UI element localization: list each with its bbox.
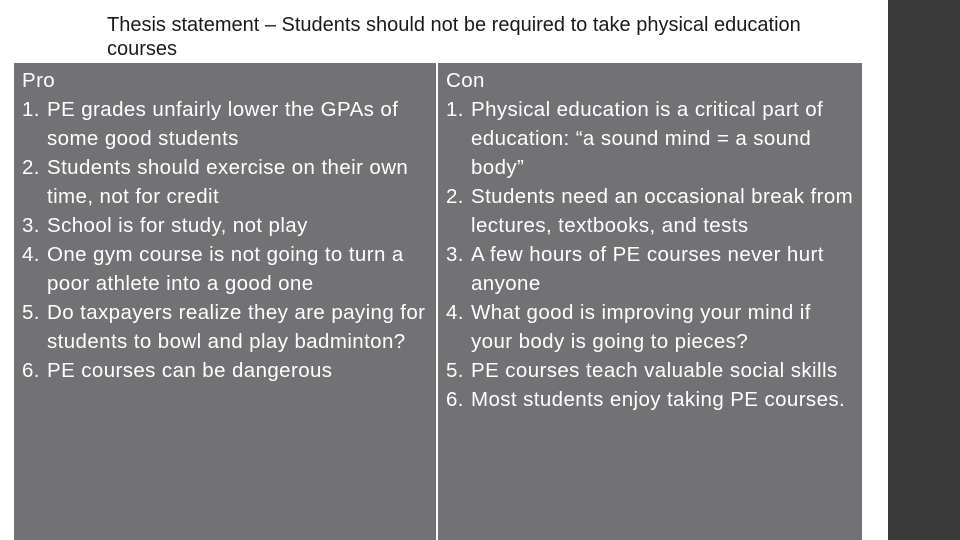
con-item-number: 4.: [446, 301, 464, 324]
con-item-text: A few hours of PE courses never hurt anyone: [471, 243, 824, 295]
pro-item: [22, 153, 430, 211]
con-item-number: 2.: [446, 185, 464, 208]
con-item: [446, 385, 856, 414]
pro-item: [22, 356, 430, 385]
pro-item: [22, 240, 430, 298]
con-header: Con: [446, 69, 485, 92]
con-item-text: Most students enjoy taking PE courses.: [471, 388, 846, 411]
con-item-number: 6.: [446, 388, 464, 411]
con-item-text: Students need an occasional break from lectures, textbooks, and tests: [471, 185, 854, 237]
con-list: [446, 95, 856, 414]
pro-item-text: Students should exercise on their own time, not for credit: [47, 156, 409, 208]
con-item: [446, 298, 856, 356]
pro-item-number: 4.: [22, 243, 40, 266]
pro-item-number: 3.: [22, 214, 40, 237]
pro-item-text: One gym course is not going to turn a poor athlete into a good one: [47, 243, 404, 295]
decorative-sidebar: [888, 0, 960, 540]
pro-item-number: 1.: [22, 98, 40, 121]
con-item: [446, 240, 856, 298]
pro-con-table: [14, 63, 862, 540]
con-item: [446, 356, 856, 385]
pro-item-text: Do taxpayers realize they are paying for students to bowl and play badminton?: [47, 301, 426, 353]
pro-item-text: PE courses can be dangerous: [47, 359, 333, 382]
con-item-text: Physical education is a critical part of education: “a sound mind = a sound body”: [471, 98, 824, 179]
pro-item: [22, 298, 430, 356]
con-item-number: 1.: [446, 98, 464, 121]
pro-item-text: PE grades unfairly lower the GPAs of some good students: [47, 98, 399, 150]
pro-item-text: School is for study, not play: [47, 214, 308, 237]
pro-item-number: 2.: [22, 156, 40, 179]
con-item-number: 3.: [446, 243, 464, 266]
pro-list: [22, 95, 430, 385]
pro-column: [14, 63, 438, 540]
pro-item: [22, 211, 430, 240]
con-item-number: 5.: [446, 359, 464, 382]
con-item: [446, 182, 856, 240]
con-item-text: What good is improving your mind if your body is going to pieces?: [471, 301, 811, 353]
thesis-title: Thesis statement – Students should not be required to take physical education courses: [107, 14, 801, 60]
pro-item-number: 6.: [22, 359, 40, 382]
con-item: [446, 95, 856, 182]
con-column: [438, 63, 862, 540]
con-item-text: PE courses teach valuable social skills: [471, 359, 838, 382]
pro-header: Pro: [22, 69, 56, 92]
pro-item: [22, 95, 430, 153]
pro-item-number: 5.: [22, 301, 40, 324]
